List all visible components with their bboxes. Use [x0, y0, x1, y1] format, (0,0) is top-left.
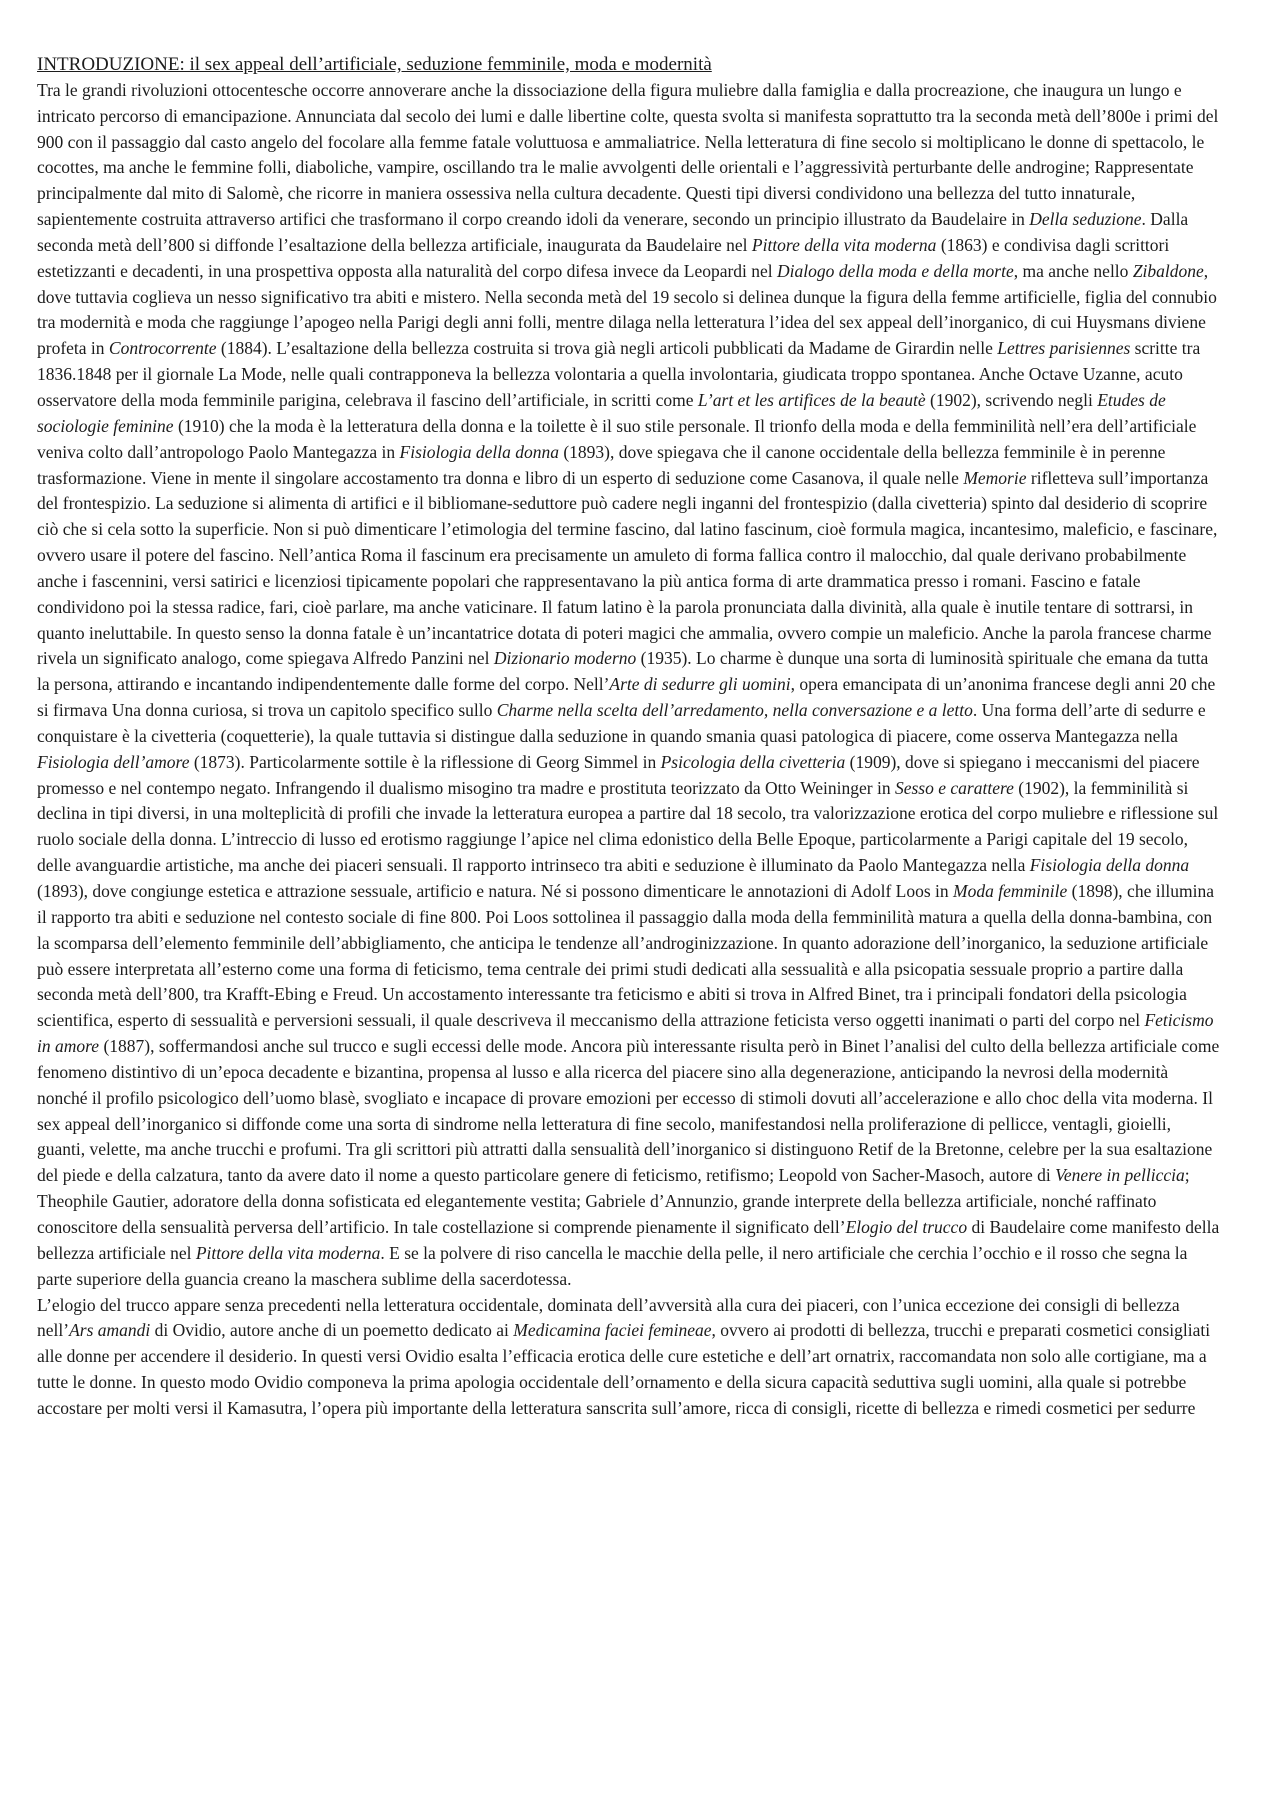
text-run: (1893), dove spiegava che il canone occidentale della bellezza femminile è in perenne trasformazione. Viene in mente il singolare accostamento tra donna e libro di un esperto di seduzione come Casanova, il quale nelle	[37, 441, 1166, 488]
italic-work-title: Fisiologia dell’amore	[37, 751, 190, 772]
text-run: rifletteva sull’importanza del frontespizio. La seduzione si alimenta di artifici e il bibliomane-seduttore può cadere negli inganni del frontespizio (dalla civetteria) spinto dal desiderio di scoprire ciò che si cela sotto la superficie. Non si può dimenticare l’etimologia del termine fascino, dal latino fascinum, cioè formula magica, incantesimo, maleficio, e fascinare, ovvero usare il potere del fascino. Nell’antica Roma il fascinum era precisamente un amuleto di forma fallica contro il malocchio, dal quale derivano probabilmente anche i fascennini, versi satirici e licenziosi tipicamente popolari che rappresentavano la più antica forma di arte drammatica presso i romani. Fascino e fatale condividono poi la stessa radice, fari, cioè parlare, ma anche vaticinare. Il fatum latino è la parola pronunciata dalla divinità, alla quale è inutile tentare di sottrarsi, in quanto ineluttabile. In questo senso la donna fatale è un’incantatrice dotata di poteri magici che ammalia, ovvero compie un maleficio. Anche la parola francese charme rivela un significato analogo, come spiegava Alfredo Panzini nel	[37, 467, 1218, 669]
text-run: (1910) che la moda è la letteratura della donna e la toilette è il suo stile personale. Il trionfo della moda e della femminilità nell’era dell’artificiale veniva colto dall’antropologo Paolo Mantegazza in	[37, 415, 1197, 462]
italic-work-title: Charme nella scelta dell’arredamento, nella conversazione e a letto	[496, 700, 973, 721]
text-run: . Dalla seconda metà dell’800 si diffonde l’esaltazione della bellezza artificiale, inaugurata da Baudelaire nel	[37, 209, 1189, 255]
text-run: , ovvero ai prodotti di bellezza, trucchi e preparati cosmetici consigliati alle donne per accendere il desiderio. In questi versi Ovidio esalta l’efficacia erotica delle cure estetiche e dell’art ornatrix, raccomandata non solo alle cortigiane, ma a tutte le donne. In questo modo Ovidio componeva la prima apologia occidentale dell’ornamento e della sicura capacità seduttiva sugli uomini, alla quale si potrebbe accostare per molti versi il Kamasutra, l’opera più importante della letteratura sanscrita sull’amore, ricca di consigli, ricette di bellezza e rimedi cosmetici per sedurre	[37, 1320, 1211, 1418]
document-title: INTRODUZIONE: il sex appeal dell’artificiale, seduzione femminile, moda e modernità	[37, 54, 712, 75]
text-run: (1909), dove si spiegano i meccanismi del piacere promesso e nel contempo negato. Infrangendo il dualismo misogino tra madre e prostituta teorizzato da Otto Weininger in	[37, 751, 1200, 798]
text-run: (1887), soffermandosi anche sul trucco e sugli eccessi delle mode. Ancora più interessante risulta però in Binet l’analisi del culto della bellezza artificiale come fenomeno distintivo di un’epoca decadente e bizantina, propensa al lusso e alla ricerca del piacere sino alla degenerazione, anticipando la nevrosi della modernità nonché il profilo psicologico dell’uomo blasè, svogliato e incapace di provare emozioni per eccesso di stimoli dovuti all’accelerazione e allo choc della vita moderna. Il sex appeal dell’inorganico si diffonde come una sorta di sindrome nella letteratura di fine secolo, manifestandosi nella proliferazione di pellicce, ventagli, gioielli, guanti, velette, ma anche trucchi e profumi. Tra gli scrittori più attratti dalla sensualità dell’inorganico si distinguono Retif de la Bretonne, celebre per la sua esaltazione del piede e della calzatura, tanto da avere dato il nome a questo particolare genere di feticismo, retifismo; Leopold von Sacher-Masoch, autore di	[37, 1036, 1220, 1186]
italic-work-title: L’art et les artifices de la beautè	[697, 389, 926, 410]
italic-work-title: Arte di sedurre gli uomini	[609, 674, 791, 695]
italic-work-title: Fisiologia della donna	[1029, 855, 1190, 876]
text-run: di Baudelaire come manifesto della bellezza artificiale nel	[37, 1216, 1220, 1263]
text-run: . E se la polvere di riso cancella le macchie della pelle, il nero artificiale che cerchia l’occhio e il rosso che segna la parte superiore della guancia creano la maschera sublime della sacerdotessa.	[37, 1242, 1188, 1289]
text-run: (1935). Lo charme è dunque una sorta di luminosità spirituale che emana da tutta la persona, attirando e incantando indipendentemente dalle forme del corpo. Nell’	[37, 648, 1209, 695]
italic-work-title: Zibaldone	[1132, 260, 1204, 281]
text-run: scritte tra 1836.1848 per il giornale La Mode, nelle quali contrapponeva la bellezza volontaria a quella involontaria, giudicata troppo spontanea. Anche Octave Uzanne, acuto osservatore della moda femminile parigina, celebrava il fascino dell’artificiale, in scritti come	[37, 338, 1201, 410]
text-run: di Ovidio, autore anche di un poemetto dedicato ai	[150, 1320, 514, 1341]
italic-work-title: Fisiologia della donna	[399, 441, 559, 462]
text-run: , ma anche nello	[1013, 260, 1133, 281]
italic-work-title: Elogio del trucco	[845, 1216, 968, 1237]
italic-work-title: Dizionario moderno	[493, 648, 637, 669]
italic-work-title: Pittore della vita moderna	[751, 234, 937, 255]
italic-work-title: Controcorrente	[108, 338, 217, 359]
italic-work-title: Feticismo in amore	[37, 1010, 1214, 1057]
italic-work-title: Lettres parisiennes	[997, 338, 1131, 359]
italic-work-title: Venere in pelliccia	[1055, 1165, 1185, 1186]
italic-work-title: Psicologia della civetteria	[660, 751, 846, 772]
text-run: (1902), la femminilità si declina in tipi diversi, in una molteplicità di profili che invade la letteratura europea a partire dal 18 secolo, tra valorizzazione erotica del corpo muliebre e riflessione sul ruolo sociale della donna. L’intreccio di lusso ed erotismo raggiunge l’apice nel clima edonistico della Belle Epoque, particolarmente a Parigi capitale del 19 secolo, delle avanguardie artistiche, ma anche dei piaceri sensuali. Il rapporto intrinseco tra abiti e seduzione è illuminato da Paolo Mantegazza nella	[37, 777, 1219, 876]
italic-work-title: Ars amandi	[69, 1320, 151, 1341]
italic-work-title: Della seduzione	[1029, 209, 1142, 230]
italic-work-title: Sesso e carattere	[894, 777, 1014, 798]
text-run: (1893), dove congiunge estetica e attrazione sessuale, artificio e natura. Né si possono dimenticare le annotazioni di Adolf Loos in	[37, 881, 954, 901]
text-run: ; Theophile Gautier, adoratore della donna sofisticata ed elegantemente vestita; Gabriele d’Annunzio, grande interprete della bellezza artificiale, nonché raffinato conoscitore della sensualità perversa dell’artificio. In tale costellazione si comprende pienamente il significato dell’	[37, 1165, 1190, 1237]
text-run: , opera emancipata di un’anonima francese degli anni 20 che si firmava Una donna curiosa, si trova un capitolo specifico sullo	[37, 674, 1216, 721]
text-run: L’elogio del trucco appare senza precedenti nella letteratura occidentale, dominata dell’avversità alla cura dei piaceri, con l’unica eccezione dei consigli di bellezza nell’	[37, 1294, 1180, 1341]
italic-work-title: Medicamina faciei femineae	[513, 1320, 712, 1341]
text-run: Tra le grandi rivoluzioni ottocentesche occorre annoverare anche la dissociazione della figura muliebre dalla famiglia e dalla procreazione, che inaugura un lungo e intricato percorso di emancipazione. Annunciata dal secolo dei lumi e dalle libertine colte, questa svolta si manifesta soprattutto tra la seconda metà dell’800e i primi del 900 con il passaggio dal casto angelo del focolare alla femme fatale voluttuosa e ammaliatrice. Nella letteratura di fine secolo si moltiplicano le donne di spettacolo, le cocottes, ma anche le femmine folli, diaboliche, vampire, oscillando tra le malie avvolgenti delle orientali e l’aggressività perturbante delle androgine; Rappresentate principalmente dal mito di Salomè, che ricorre in maniera ossessiva nella cultura decadente. Questi tipi diversi condividono una bellezza del tutto innaturale, sapientemente costruita attraverso artifici che trasformano il corpo creando idoli da venerare, secondo un principio illustrato da Baudelaire in	[37, 79, 1219, 230]
text-run: (1873). Particolarmente sottile è la riflessione di Georg Simmel in	[189, 751, 661, 772]
text-run: (1884). L’esaltazione della bellezza costruita si trova già negli articoli pubblicati da Madame de Girardin nelle	[216, 338, 998, 359]
paragraph-2	[37, 1293, 1221, 1422]
document-page	[37, 52, 1221, 1422]
italic-work-title: Pittore della vita moderna	[195, 1242, 381, 1263]
text-run: . Una forma dell’arte di sedurre e conquistare è la civetteria (coquetterie), la quale tuttavia si distingue dalla seduzione in quando smania quasi patologica di piacere, come osserva Mantegazza nella	[37, 700, 1206, 746]
text-run: (1898), che illumina il rapporto tra abiti e seduzione nel contesto sociale di fine 800. Poi Loos sottolinea il passaggio dalla moda della femminilità matura a quella della donna-bambina, con la scomparsa dell’elemento femminile dell’abbigliamento, che anticipa le tendenze all’androginizzazione. In quanto adorazione dell’inorganico, la seduzione artificiale può essere interpretata all’esterno come una forma di feticismo, tema centrale dei primi studi dedicati alla sessualità e alla psicopatia sessuale proprio a partire dalla seconda metà dell’800, tra Krafft-Ebing e Freud. Un accostamento interessante tra feticismo e abiti si trova in Alfred Binet, tra i principali fondatori della psicologia scientifica, esperto di sessualità e perversioni sessuali, il quale descriveva il meccanismo della attrazione feticista verso oggetti inanimati o parti del corpo nel	[37, 881, 1215, 1031]
italic-work-title: Memorie	[963, 467, 1027, 488]
italic-work-title: Moda femminile	[953, 881, 1068, 901]
text-run: , dove tuttavia coglieva un nesso significativo tra abiti e mistero. Nella seconda metà del 19 secolo si delinea dunque la figura della femme artificielle, figlia del connubio tra modernità e moda che raggiunge l’apogeo nella Parigi degli anni folli, mentre dilaga nella letteratura l’idea del sex appeal dell’inorganico, di cui Huysmans diviene profeta in	[37, 260, 1217, 359]
italic-work-title: Etudes de sociologie feminine	[37, 389, 1166, 436]
text-run: (1902), scrivendo negli	[925, 389, 1098, 410]
text-run: (1863) e condivisa dagli scrittori estetizzanti e decadenti, in una prospettiva opposta alla naturalità del corpo difesa invece da Leopardi nel	[37, 234, 1170, 281]
italic-work-title: Dialogo della moda e della morte	[777, 260, 1014, 281]
paragraph-1	[37, 78, 1221, 1293]
